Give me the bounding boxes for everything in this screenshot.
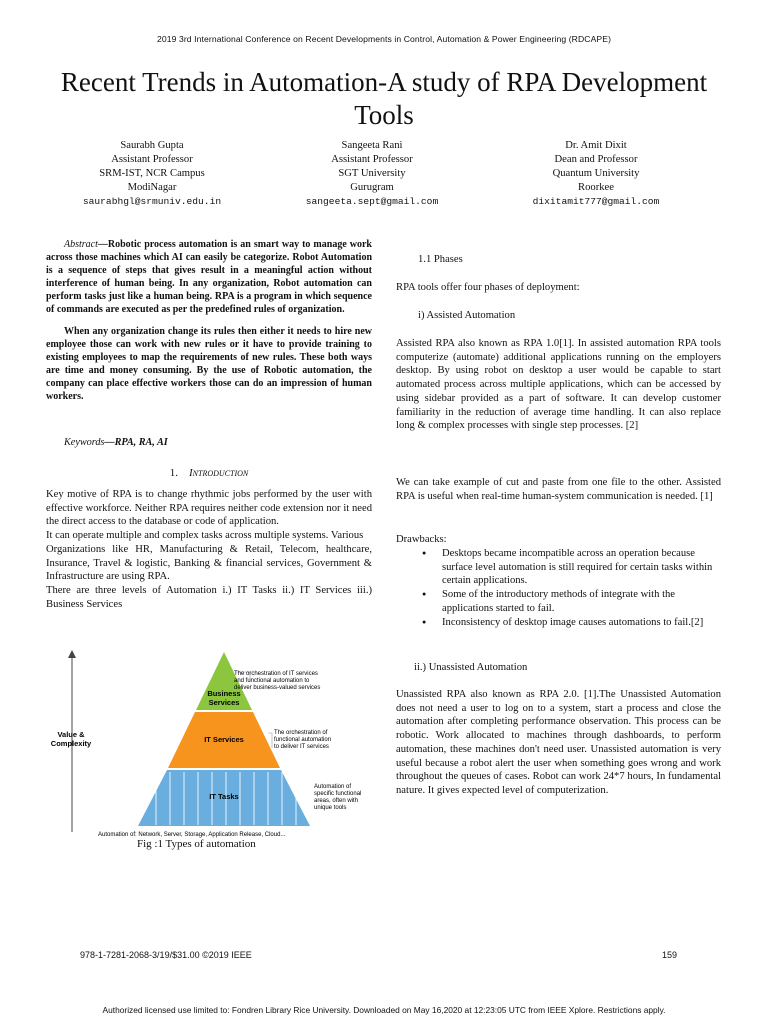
figure-caption: Fig :1 Types of automation xyxy=(137,838,256,850)
footer-page-number: 159 xyxy=(662,950,678,960)
note-ittasks-2: specific functional xyxy=(314,791,362,797)
section-number: 1. xyxy=(169,467,178,479)
intro-paragraph: Key motive of RPA is to change rhythmic jobs performed by the user with effective workforce. Neither RPA requires neither code extension nor it need the direct access to the database or code of application. xyxy=(46,489,372,528)
note-itservices-2: functional automation xyxy=(274,737,332,743)
author-role: Assistant Professor xyxy=(331,154,413,165)
author-block-1 xyxy=(42,139,262,209)
author-email: saurabhgl@srmuniv.edu.in xyxy=(82,196,222,207)
drawback-item: ● Some of the introductory methods of integrate with the applications started to fail. xyxy=(422,588,721,615)
drawback-item: ● Desktops became incompatible across an operation because surface level automation is still required for certain tasks within certain applications. xyxy=(422,547,721,588)
footer-isbn: 978-1-7281-2068-3/19/$31.00 ©2019 IEEE xyxy=(80,950,252,960)
conference-header: 2019 3rd International Conference on Recent Developments in Control, Automation & Power Engineering (RDCAPE) xyxy=(156,34,612,44)
note-ittasks-3: areas, often with xyxy=(314,798,359,804)
abstract-label: Abstract xyxy=(64,239,98,250)
author-location: Gurugram xyxy=(350,182,394,193)
author-role: Assistant Professor xyxy=(111,154,193,165)
note-ittasks-4: unique tools xyxy=(314,805,347,811)
intro-paragraph: There are three levels of Automation i.) IT Tasks ii.) IT Services iii.) Business Services xyxy=(46,584,372,610)
pyramid-diagram xyxy=(46,648,372,844)
intro-paragraph: It can operate multiple and complex tasks across multiple systems. Various xyxy=(46,530,364,542)
author-role: Dean and Professor xyxy=(554,154,638,165)
business-services-label-line-2: Services xyxy=(208,698,240,707)
license-notice: Authorized licensed use limited to: Fondren Library Rice University. Downloaded on May 16,2020 at 12:23:05 UTC from IEEE Xplore. Restrictions apply. xyxy=(102,1005,666,1015)
assisted-paragraph-1: Assisted RPA also known as RPA 1.0[1]. In assisted automation RPA tools computerize (automate) additional applications running on the employers desktop. By using robot on desktop a user would be capable to start automated process across multiple applications, which can be accessed by using sidebar provided as a part of software. It can develop customer familiarity in the reduction of average time handling. It can also replace long & complex processes with single step processes. [2] xyxy=(396,338,721,432)
paper-title: Recent Trends in Automation-A study of RPA Development Tools xyxy=(60,67,708,130)
section-title: Introduction xyxy=(189,467,249,479)
phases-intro: RPA tools offer four phases of deployment: xyxy=(396,282,580,293)
keywords-text: —RPA, RA, AI xyxy=(104,437,168,448)
author-name: Dr. Amit Dixit xyxy=(565,140,627,151)
axis-label-line-1: Value & xyxy=(57,730,85,739)
note-business-2: and functional automation to xyxy=(234,678,310,684)
figure-base-text: Automation of: Network, Server, Storage, Application Release, Cloud... xyxy=(98,832,286,838)
abstract-paragraph-1: —Robotic process automation is an smart way to manage work across those machines which AI can easily be categorize. Robot Automation is a sequence of steps that gives result in a meaningful action without interference of human being. In any organization, Robot automation can perform tasks just like a human being. RPA is a program in which sequence of commands are executed as per the predefined rules of organization. xyxy=(46,239,372,315)
note-business-3: deliver business-valued services xyxy=(234,685,321,691)
phases-heading: 1.1 Phases xyxy=(418,254,463,265)
note-business-1: The orchestration of IT services xyxy=(234,671,318,677)
author-block-3 xyxy=(486,139,706,209)
author-affiliation: SRM-IST, NCR Campus xyxy=(99,168,205,179)
unassisted-heading: ii.) Unassisted Automation xyxy=(414,662,528,673)
axis-label-line-2: Complexity xyxy=(50,739,92,748)
author-name: Saurabh Gupta xyxy=(120,140,184,151)
author-affiliation: Quantum University xyxy=(552,168,640,179)
it-tasks-label: IT Tasks xyxy=(209,792,239,801)
unassisted-paragraph: Unassisted RPA also known as RPA 2.0. [1].The Unassisted Automation does not need a user to log on to a system, start a process and close the automation after completing performance observation. This process can be robotic. Work allocated to machines through dashboards, to perform automation, these machines don't need user. Unassisted automation is very useful because a robot alert the user when something goes wrong and work throughout the queues of cases. Robot can work 24*7 hours, In fundamental nature. It gives expected level of computerization. xyxy=(396,689,721,796)
business-services-label-line-1: Business xyxy=(207,689,241,698)
introduction-body xyxy=(46,488,372,611)
author-location: ModiNagar xyxy=(127,182,177,193)
axis-arrow-icon xyxy=(68,650,76,658)
automation-pyramid-figure xyxy=(46,648,372,844)
assisted-heading: i) Assisted Automation xyxy=(418,310,516,321)
section-heading-introduction xyxy=(46,467,372,479)
note-ittasks-1: Automation of xyxy=(314,784,352,790)
note-itservices-1: The orchestration of xyxy=(274,730,328,736)
drawback-item: ● Inconsistency of desktop image causes automations to fail.[2] xyxy=(422,616,721,630)
author-email: dixitamit777@gmail.com xyxy=(532,196,660,207)
author-email: sangeeta.sept@gmail.com xyxy=(305,196,439,207)
intro-paragraph: Organizations like HR, Manufacturing & Retail, Telecom, healthcare, Insurance, Travel & logistic, Banking & financial services, Government & Infrastructure are using RPA. xyxy=(46,543,372,583)
assisted-paragraph-2: We can take example of cut and paste from one file to the other. Assisted RPA is useful when real-time human-system communication is needed. [1] xyxy=(396,477,721,502)
author-block-2 xyxy=(262,139,482,209)
note-itservices-3: to deliver IT services xyxy=(274,744,329,750)
author-affiliation: SGT University xyxy=(338,168,406,179)
it-services-label: IT Services xyxy=(204,735,244,744)
drawbacks-label: Drawbacks: xyxy=(396,534,447,545)
author-name: Sangeeta Rani xyxy=(341,140,403,151)
keywords-label: Keywords xyxy=(64,437,105,448)
keywords xyxy=(64,437,168,448)
abstract-paragraph-2: When any organization change its rules then either it needs to hire new employee those can work with new rules or it have to provide training to existing employees to map the requirements of new rules. These both ways are time and money consuming. By the use of Robotic automation, the company can place effective workers those can do an impression of human workers. xyxy=(46,326,372,402)
abstract xyxy=(46,239,372,404)
drawbacks-list xyxy=(396,547,721,629)
author-location: Roorkee xyxy=(578,182,614,193)
